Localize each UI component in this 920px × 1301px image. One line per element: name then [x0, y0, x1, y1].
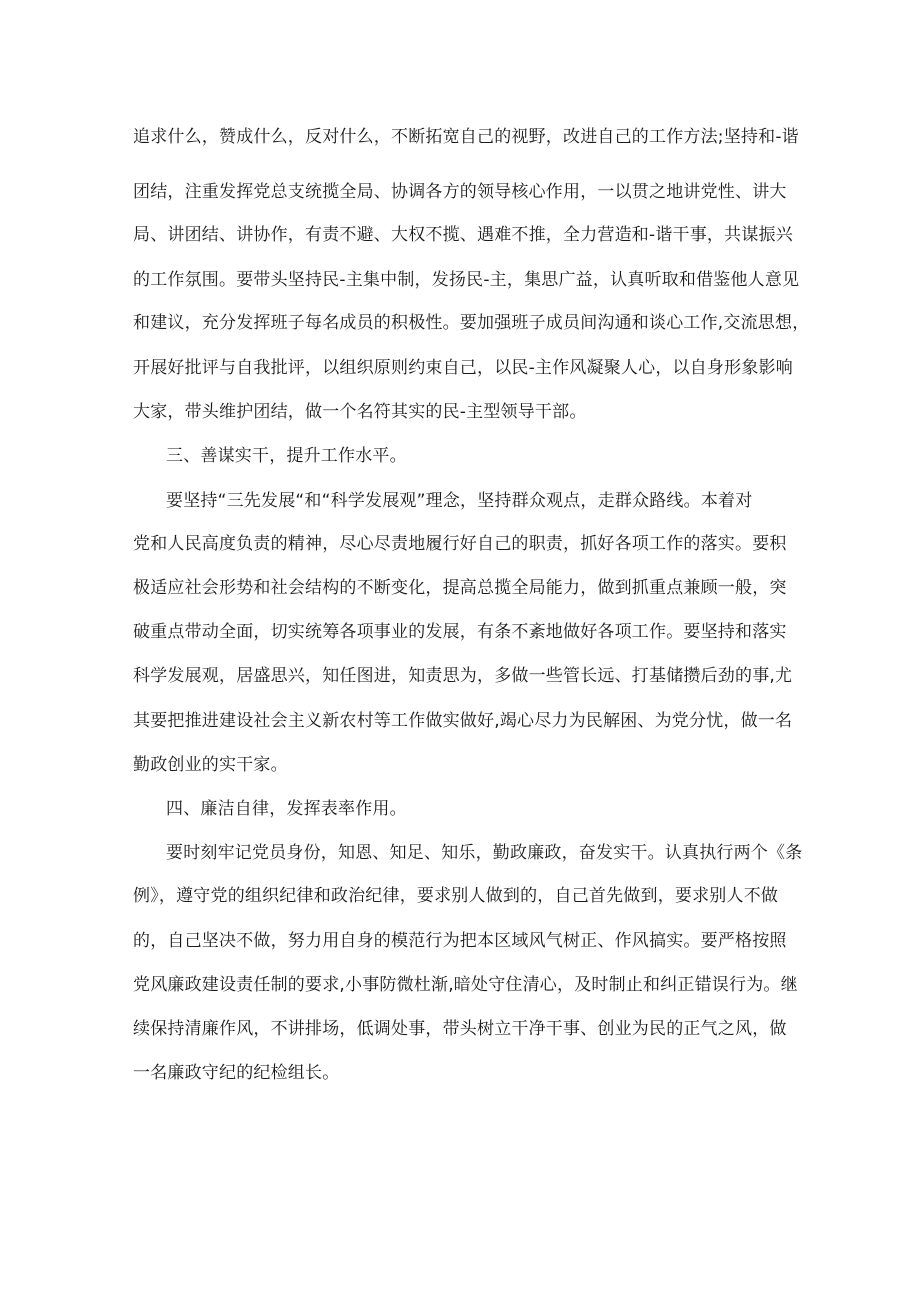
paragraph-line: 例》，遵守党的组织纪律和政治纪律，要求别人做到的，自己首先做到，要求别人不做 [133, 886, 779, 906]
section-heading-4: 四、廉洁自律，发挥表率作用。 [166, 799, 407, 819]
paragraph-line: 科学发展观，居盛思兴，知任图进，知责思为，多做一些管长远、打基储攒后劲的事,尤 [133, 666, 793, 686]
paragraph-line: 要时刻牢记党员身份，知恩、知足、知乐，勤政廉政，奋发实干。认真执行两个《条 [166, 843, 803, 863]
paragraph-line: 的工作氛围。要带头坚持民-主集中制，发扬民-主，集思广益，认真听取和借鉴他人意见 [133, 270, 800, 290]
paragraph-line: 团结，注重发挥党总支统揽全局、协调各方的领导核心作用，一以贯之地讲党性、讲大 [133, 182, 787, 202]
paragraph-line: 追求什么，赞成什么，反对什么，不断拓宽自己的视野，改进自己的工作方法;坚持和-谐 [133, 127, 799, 147]
paragraph-line: 要坚持“三先发展“和“科学发展观”理念，坚持群众观点，走群众路线。本着对 [166, 491, 753, 511]
paragraph-line: 其要把推进建设社会主义新农村等工作做实做好,竭心尽力为民解困、为党分忧，做一名 [133, 711, 793, 731]
paragraph-line: 极适应社会形势和社会结构的不断变化，提高总揽全局能力，做到抓重点兼顾一般，突 [133, 578, 787, 598]
paragraph-line: 续保持清廉作风，不讲排场，低调处事，带头树立干净干事、创业为民的正气之风，做 [133, 1019, 787, 1039]
paragraph-line: 开展好批评与自我批评，以组织原则约束自己，以民-主作风凝聚人心，以自身形象影响 [133, 358, 793, 378]
paragraph-line: 大家，带头维护团结，做一个名符其实的民-主型领导干部。 [133, 402, 587, 422]
paragraph-line: 勤政创业的实干家。 [133, 755, 288, 775]
paragraph-line: 局、讲团结、讲协作，有责不避、大权不揽、遇难不推，全力营造和-谐干事，共谋振兴 [133, 225, 793, 245]
paragraph-line: 和建议，充分发挥班子每名成员的积极性。要加强班子成员间沟通和谈心工作,交流思想， [133, 313, 810, 333]
paragraph-line: 党和人民高度负责的精神，尽心尽责地履行好自己的职责，抓好各项工作的落实。要积 [133, 534, 787, 554]
paragraph-line: 党风廉政建设责任制的要求,小事防微杜渐,暗处守住清心，及时制止和纠正错误行为。继 [133, 975, 798, 995]
paragraph-line: 的，自己坚决不做，努力用自身的模范行为把本区域风气树正、作风搞实。要严格按照 [133, 931, 787, 951]
paragraph-line: 一名廉政守纪的纪检组长。 [133, 1063, 340, 1083]
section-heading-3: 三、善谋实干，提升工作水平。 [166, 446, 407, 466]
paragraph-line: 破重点带动全面，切实统筹各项事业的发展，有条不紊地做好各项工作。要坚持和落实 [133, 622, 787, 642]
